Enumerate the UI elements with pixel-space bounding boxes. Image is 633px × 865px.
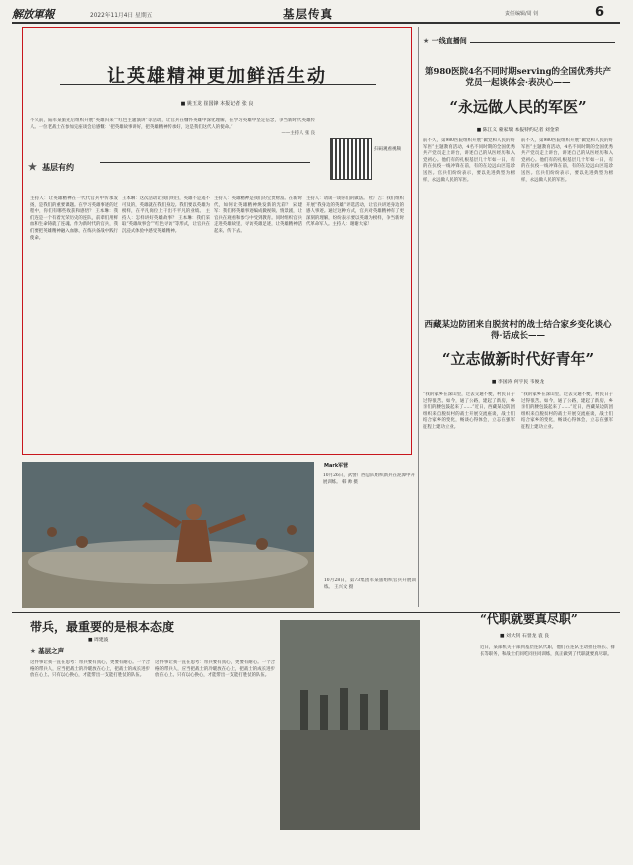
photo-caption-2-credit: 王兴文 摄 bbox=[334, 584, 354, 590]
qr-code[interactable] bbox=[330, 138, 372, 180]
soldiers-photo-illustration bbox=[280, 620, 420, 830]
tag-rule bbox=[100, 162, 310, 163]
training-photo bbox=[22, 462, 314, 608]
intro-text: 不久前，陆军某旅先后组织开展“英雄归来”“红色主题演讲”等活动，让官兵在缅怀英雄中深化理解，在学习英雄中坚定信念，争当新时代英雄传人。一位老战士在参加完座谈会后感慨：‘把英雄故事讲好，把英雄精神传承好，这是我们这代人的使命。’ bbox=[30, 118, 315, 130]
opinion-headline: “代职就要真尽职” bbox=[480, 612, 578, 626]
photo-caption-1-credit: 韩 帅 摄 bbox=[341, 479, 358, 485]
photo-caption-1-text: 10月26日，武警广西总队组织新兵在泥潭中开展训练。 bbox=[323, 473, 415, 485]
live-room-kicker bbox=[423, 36, 467, 46]
newspaper-logo: 解放軍報 bbox=[12, 8, 54, 21]
commentary-tag bbox=[30, 646, 64, 655]
editor-line: 责任编辑/周 钊 bbox=[505, 11, 539, 17]
article-body-col1: 前不久，第980医院组织开展“做党和人民的好军医”主题教育活动，4名不同时期的全国优秀共产党员走上讲台，讲述自己的从医经历和入党初心。他们有的扎根基层几十年如一日，有的在抗疫一线冲锋在前，有的在边远山区巡诊送医。官兵们纷纷表示，要以先进典型为榜样，永远做人民的军医。 bbox=[423, 138, 515, 183]
star-icon: ★ bbox=[423, 37, 430, 45]
page-number: 6 bbox=[595, 5, 605, 20]
article-column-1: 主持人：让英雄精神在一代代官兵中传承发扬，是我们的重要课题。在学习英雄事迹的过程中，你们有哪些收获和感悟？ 王本琳：我们连是一个有着光荣历史的连队，前辈们用鲜血和生命铸就了连魂。作为新时代的官兵，我们要把英雄精神融入血脉，在练兵备战中践行使命。 bbox=[30, 196, 118, 241]
section-title: 基层传真 bbox=[283, 7, 333, 21]
feature-headline: 让英雄精神更加鲜活生动 bbox=[107, 66, 327, 87]
column-divider bbox=[418, 27, 419, 607]
article2-byline: ■ 李国涛 何宇民 韦俊龙 bbox=[491, 380, 545, 385]
opinion-byline: ■ 刘大钊 石誉龙 袁 良 bbox=[500, 634, 550, 639]
feature-byline: ■ 姚玉龙 崔国锋 本报记者 张 良 bbox=[180, 101, 254, 107]
commentary-byline: ■ 周建波 bbox=[88, 638, 109, 643]
article-byline: ■ 陈江义 蒙家瑞 本报特约记者 刘金荣 bbox=[476, 128, 560, 133]
mark-label: Mark军营 bbox=[324, 463, 349, 469]
photo-caption-2-text: 10月28日，第73集团军某旅组织官兵开展训练。 bbox=[324, 578, 416, 590]
qr-label: 扫码观看视频 bbox=[374, 147, 401, 152]
kicker-rule bbox=[470, 42, 615, 43]
soldiers-photo bbox=[280, 620, 420, 830]
article-body-col2: 前不久，第980医院组织开展“做党和人民的好军医”主题教育活动，4名不同时期的全国优秀共产党员走上讲台，讲述自己的从医经历和入党初心。他们有的扎根基层几十年如一日，有的在抗疫一线冲锋在前，有的在边远山区巡诊送医。官兵们纷纷表示，要以先进典型为榜样，永远做人民的军医。 bbox=[521, 138, 613, 183]
article2-body-col2: “我的家乡在深山里，过去交通不便，村民日子过得很苦。如今，通了公路，建起了新房，乡亲们的腰包鼓起来了……”近日，西藏某边防团组织来自脱贫村的战士开展交流座谈，战士们结合家乡的变化，畅谈心得体会，立志在强军征程上建功立业。 bbox=[521, 392, 613, 430]
column-tag bbox=[28, 155, 103, 173]
article-column-4: 主持人：请谈一谈你们的做法。 杜广吉：我们组织开展“我身边的英雄”评选活动，让官兵讲述身边的感人事迹。通过这种方式，官兵对英雄精神有了更深刻的理解，纷纷表示要以英雄为榜样，争当新时代革命军人。主持人：谢谢大家！ bbox=[306, 196, 404, 228]
kicker-label: 一线直播间 bbox=[431, 37, 467, 45]
opinion-body: 近日，某部机关干部到基层连队代职，他们在连队主动担任班长、排长等职务，和战士们同吃同住同训练，真正做到了代职就要真尽职。 bbox=[480, 645, 615, 657]
photo-caption-2 bbox=[324, 578, 416, 591]
training-photo-illustration bbox=[22, 462, 314, 608]
photo-caption-1 bbox=[323, 473, 415, 486]
star-icon: ★ bbox=[30, 647, 36, 655]
side-photo-caption-area bbox=[323, 532, 417, 604]
commentary-body-col1: 这件事让我一直在思考：带兵要有真心，更要有耐心。一个合格的带兵人，应当把战士的冷暖放在心上，把战士的成长进步放在心上。只有以心换心，才能带出一支能打胜仗的队伍。 bbox=[30, 660, 150, 679]
commentary-tag-label: 基层之声 bbox=[38, 647, 65, 655]
intro-sign: ——主持人 张 良 bbox=[281, 131, 315, 137]
article-column-2: 王本琳：这次活动让我们明白，英雄不是遥不可及的，英雄就在我们身边。我们要以英雄为榜样，在平凡岗位上干出不平凡的业绩。 主持人：怎样讲好英雄故事？ 王本琳：我们采取“英雄故事会”“红色寻访”等形式，让官兵在沉浸式体验中感受英雄精神。 bbox=[122, 196, 210, 234]
commentary-headline: 带兵，最重要的是根本态度 bbox=[30, 620, 175, 634]
feature-intro bbox=[30, 118, 315, 188]
masthead-rule bbox=[12, 22, 620, 24]
article-main-headline: “永远做人民的军医” bbox=[449, 98, 587, 116]
column-tag-label: 基层有约 bbox=[42, 162, 75, 172]
article2-kicker-headline: 西藏某边防团来自脱贫村的战士结合家乡变化谈心得·话成长—— bbox=[424, 320, 612, 341]
issue-date: 2022年11月4日 星期五 bbox=[90, 13, 153, 19]
article-kicker-headline: 第980医院4名不同时期serving的全国优秀共产党员一起谈体会·表决心—— bbox=[424, 67, 612, 88]
article2-main-headline: “立志做新时代好青年” bbox=[441, 350, 595, 368]
article2-body-col1: “我的家乡在深山里，过去交通不便，村民日子过得很苦。如今，通了公路，建起了新房，乡亲们的腰包鼓起来了……”近日，西藏某边防团组织来自脱贫村的战士开展交流座谈，战士们结合家乡的变化，畅谈心得体会，立志在强军征程上建功立业。 bbox=[423, 392, 515, 430]
star-icon: ★ bbox=[28, 162, 37, 173]
commentary-body-col2: 这件事让我一直在思考：带兵要有真心，更要有耐心。一个合格的带兵人，应当把战士的冷暖放在心上，把战士的成长进步放在心上。只有以心换心，才能带出一支能打胜仗的队伍。 bbox=[155, 660, 275, 679]
article-column-3: 主持人：英雄精神是我们的宝贵财富。在新时代，如何让英雄精神焕发新的光彩？ 宋建军：我们将英雄事迹编成微视频、情景剧，让官兵在观看和参与中受到教育。同时组织官兵走进英雄故里，寻访英雄足迹，让英雄精神活起来、传下去。 bbox=[214, 196, 302, 234]
